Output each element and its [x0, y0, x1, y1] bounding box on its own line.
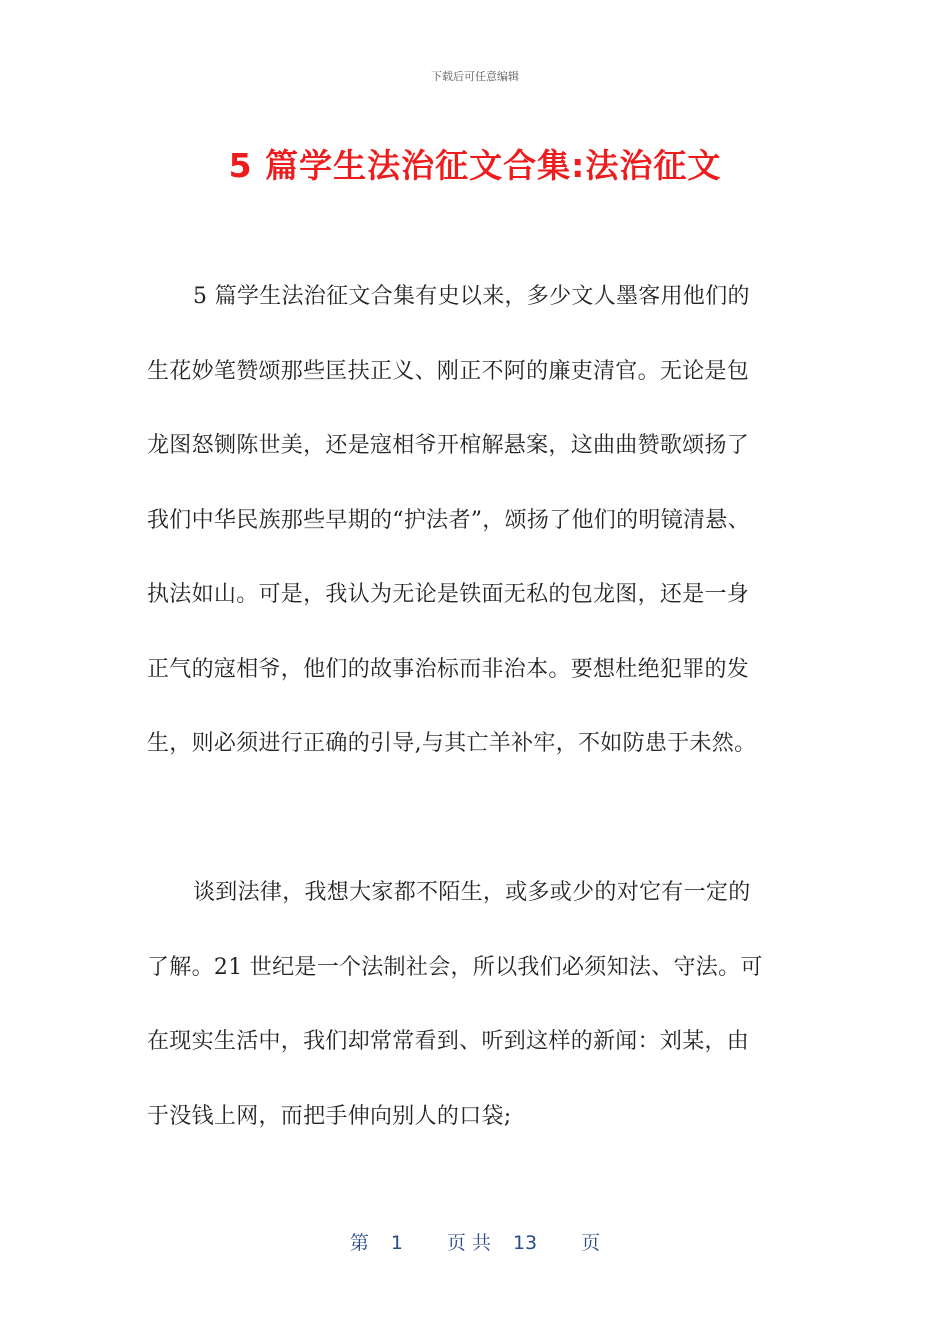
- paragraph-line: 我们中华民族那些早期的“护法者”，颂扬了他们的明镜清悬、: [147, 507, 750, 533]
- paragraph-line: 生，则必须进行正确的引导,与其亡羊补牢，不如防患于未然。: [147, 731, 757, 756]
- paragraph-line: 执法如山。可是，我认为无论是铁面无私的包龙图，还是一身: [147, 582, 750, 607]
- footer-middle: 页 共: [446, 1232, 491, 1254]
- current-page-number: 1: [390, 1232, 403, 1254]
- paragraph-2: [147, 882, 797, 1180]
- footer-suffix: 页: [581, 1232, 601, 1254]
- paragraph-line: 生花妙笔赞颂那些匡扶正义、刚正不阿的廉吏清官。无论是包: [147, 358, 750, 384]
- document-title: 5 篇学生法治征文合集:法治征文: [228, 146, 722, 185]
- paragraph-line: 正气的寇相爷，他们的故事治标而非治本。要想杜绝犯罪的发: [147, 656, 750, 682]
- paragraph-line: 5 篇学生法治征文合集有史以来，多少文人墨客用他们的: [193, 284, 750, 309]
- paragraph-line: 了解。21 世纪是一个法制社会，所以我们必须知法、守法。可: [147, 954, 763, 980]
- paragraph-line: 龙图怒铡陈世美，还是寇相爷开棺解悬案，这曲曲赞歌颂扬了: [147, 433, 750, 458]
- paragraph-1: [147, 286, 797, 808]
- paragraph-line: 谈到法律，我想大家都不陌生，或多或少的对它有一定的: [193, 880, 751, 905]
- total-pages-number: 13: [512, 1232, 538, 1254]
- paragraph-line: 在现实生活中，我们却常常看到、听到这样的新闻：刘某，由: [147, 1029, 750, 1054]
- footer-prefix: 第: [349, 1232, 369, 1254]
- paragraph-line: 于没钱上网，而把手伸向别人的口袋;: [147, 1103, 512, 1129]
- header-note: 下载后可任意编辑: [431, 70, 519, 83]
- page-footer: [0, 1228, 950, 1255]
